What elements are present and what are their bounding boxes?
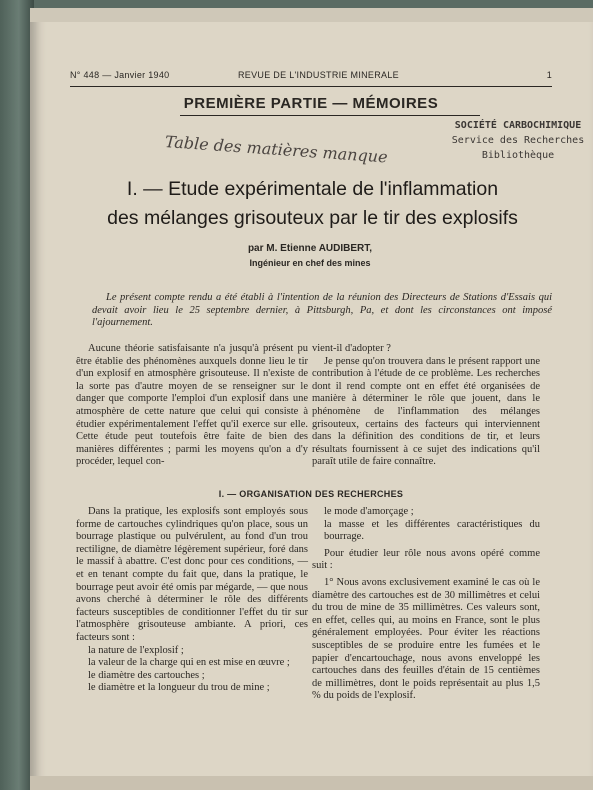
- paragraph-continuation: vient-il d'adopter ?: [312, 343, 391, 354]
- document-page: [30, 8, 593, 790]
- book-binding: [0, 0, 34, 790]
- stamp-line-3: Bibliothèque: [481, 150, 555, 161]
- paragraph: Je pense qu'on trouvera dans le présent rapport une contribution à l'étude de ce problème. Les recherches dont il rend compte ont en effet été organisées de manière à déterminer le rôle que jouent, dans le phénomène de l'inflammation des mélanges grisouteux, certains des facteurs qui interviennent dans la définition des conditions de tir, et leurs résultats fournissent à ce sujet des indications qu'il paraît utile de faire connaître.: [312, 355, 540, 468]
- intro-note: Le présent compte rendu a été établi à l'intention de la réunion des Directeurs de Stations d'Essais qui devait avoir lieu le 25 septembre dernier, à Pittsburgh, Pa, et dont les circonstances ont imposé l'ajournement.: [92, 292, 552, 328]
- list-item: le diamètre des cartouches ;: [88, 669, 205, 681]
- paragraph: Pour étudier leur rôle nous avons opéré comme suit :: [312, 547, 540, 572]
- column-right-bottom: [312, 506, 540, 703]
- header-rule: [70, 86, 552, 87]
- title-line-2: des mélanges grisouteux par le tir des explosifs: [107, 207, 518, 229]
- page-top-edge: [30, 8, 593, 22]
- list-item: le diamètre et la longueur du trou de mine ;: [88, 682, 270, 694]
- column-left-bottom: [76, 506, 308, 695]
- issue-number: N° 448 — Janvier 1940: [70, 70, 170, 80]
- list-item: la valeur de la charge qui en est mise en œuvre ;: [88, 657, 290, 669]
- section-heading: I. — ORGANISATION DES RECHERCHES: [218, 489, 404, 499]
- part-title-rule: [180, 115, 480, 116]
- page-number: 1: [546, 70, 552, 80]
- part-title: PREMIÈRE PARTIE — MÉMOIRES: [183, 95, 439, 112]
- paragraph: Dans la pratique, les explosifs sont employés sous forme de cartouches cylindriques qu'on place, sous un bourrage plastique ou pulvérulent, au fond d'un trou rectiligne, de diamètre légèrement supérieur, foré dans le massif à abattre. C'est donc pour ces conditions, — et en tenant compte du fait que, dans la pratique, le bourrage peut avoir été omis par mégarde, — que nous avons cherché à déterminer le rôle des différents facteurs susceptibles de conditionner l'effet du tir sur l'atmosphère grisouteuse ambiante. A priori, ces facteurs sont :: [76, 506, 308, 643]
- stamp-line-2: Service des Recherches: [451, 135, 585, 146]
- list-item: le mode d'amorçage ;: [324, 506, 414, 517]
- journal-name: REVUE DE L'INDUSTRIE MINERALE: [238, 70, 399, 80]
- author-role: Ingénieur en chef des mines: [249, 258, 371, 268]
- column-left-top: [76, 343, 308, 469]
- library-stamp: [448, 118, 588, 163]
- stamp-line-1: SOCIÉTÉ CARBOCHIMIQUE: [454, 120, 582, 131]
- page-bottom-edge: [30, 776, 593, 790]
- author-byline: par M. Etienne AUDIBERT,: [247, 243, 373, 254]
- running-header: [70, 70, 552, 84]
- article-title: [50, 175, 575, 233]
- paragraph: 1° Nous avons exclusivement examiné le cas où le diamètre des cartouches est de 30 millimètres et celui du trou de mine de 35 millimètres. Ces valeurs sont, en effet, celles qui, au moins en France, sont le plus généralement employées. Pour éviter les réactions susceptibles de se produire entre les fumées et le papier d'encartouchage, nous avons enveloppé les cartouches dans des feuilles d'étain de 15 centièmes de millimètres, dont le poids représentait au plus 1,5 % du poids de l'explosif.: [312, 576, 540, 702]
- handwritten-note: Table des matières manque: [164, 132, 389, 167]
- author-block: [190, 242, 430, 270]
- list-item: la masse et les différentes caractéristiques du bourrage.: [324, 518, 540, 543]
- paragraph: Aucune théorie satisfaisante n'a jusqu'à présent pu être établie des phénomènes auxquels donne lieu le tir d'un explosif en atmosphère grisouteuse. Il n'existe de la sorte pas d'autre moyen de se renseigner sur le danger que comporte l'emploi d'un explosif dans une atmosphère de cette nature que celui qui consiste à étudier expérimentalement l'effet qu'il exerce sur elle. Cette étude peut toutefois être faite de bien des manières différentes ; parmi les moyens qu'on a d'y procéder, lequel con-: [76, 343, 308, 468]
- list-item: la nature de l'explosif ;: [88, 644, 184, 656]
- column-right-top: [312, 343, 540, 469]
- title-line-1: I. — Etude expérimentale de l'inflammation: [126, 178, 499, 200]
